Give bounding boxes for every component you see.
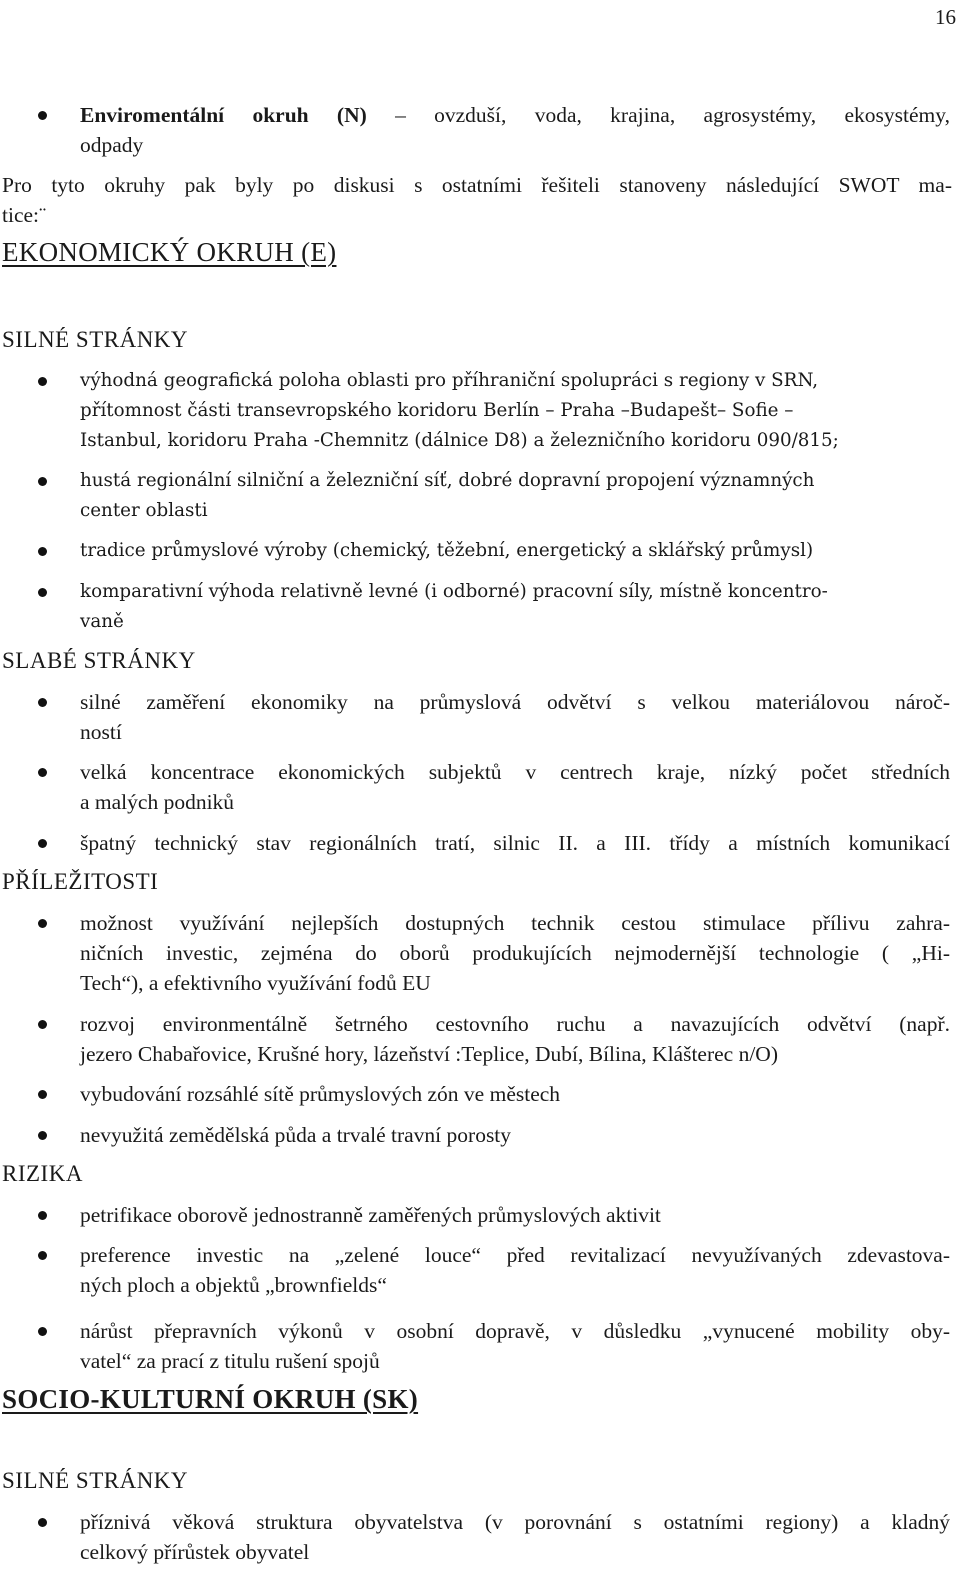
bullet-icon — [38, 477, 47, 486]
bullet-icon — [38, 588, 47, 597]
opportunities-heading: PŘÍLEŽITOSTI — [2, 869, 159, 894]
bullet-icon — [38, 377, 47, 386]
section-description-cont: odpady — [80, 133, 144, 157]
bullet-icon — [38, 1518, 47, 1527]
bullet-icon — [38, 1020, 47, 1029]
intro-paragraph: Pro tyto okruhy pak byly po diskusi s ostatními řešiteli stanoveny následující SWOT ma- tice:¨ — [2, 173, 952, 227]
page-number: 16 — [935, 5, 956, 29]
section-title-econ: EKONOMICKÝ OKRUH (E) — [2, 237, 337, 267]
bullet-icon — [38, 1211, 47, 1220]
bullet-icon — [38, 919, 47, 928]
bullet-icon — [38, 768, 47, 777]
bullet-icon — [38, 698, 47, 707]
threats-heading: RIZIKA — [2, 1161, 83, 1186]
section-name: Enviromentální okruh (N) — [80, 103, 367, 127]
bullet-icon — [38, 111, 47, 120]
bullet-icon — [38, 1251, 47, 1260]
strengths-heading: SILNÉ STRÁNKY — [2, 327, 189, 352]
bullet-icon — [38, 1327, 47, 1336]
socio-strengths-heading: SILNÉ STRÁNKY — [2, 1468, 189, 1493]
bullet-icon — [38, 1090, 47, 1099]
weaknesses-heading: SLABÉ STRÁNKY — [2, 648, 196, 673]
bullet-icon — [38, 547, 47, 556]
bullet-icon — [38, 1131, 47, 1140]
section-description: – ovzduší, voda, krajina, agrosystémy, ekosystémy, — [395, 103, 950, 127]
bullet-icon — [38, 839, 47, 848]
section-title-socio: SOCIO-KULTURNÍ OKRUH (SK) — [2, 1384, 419, 1414]
